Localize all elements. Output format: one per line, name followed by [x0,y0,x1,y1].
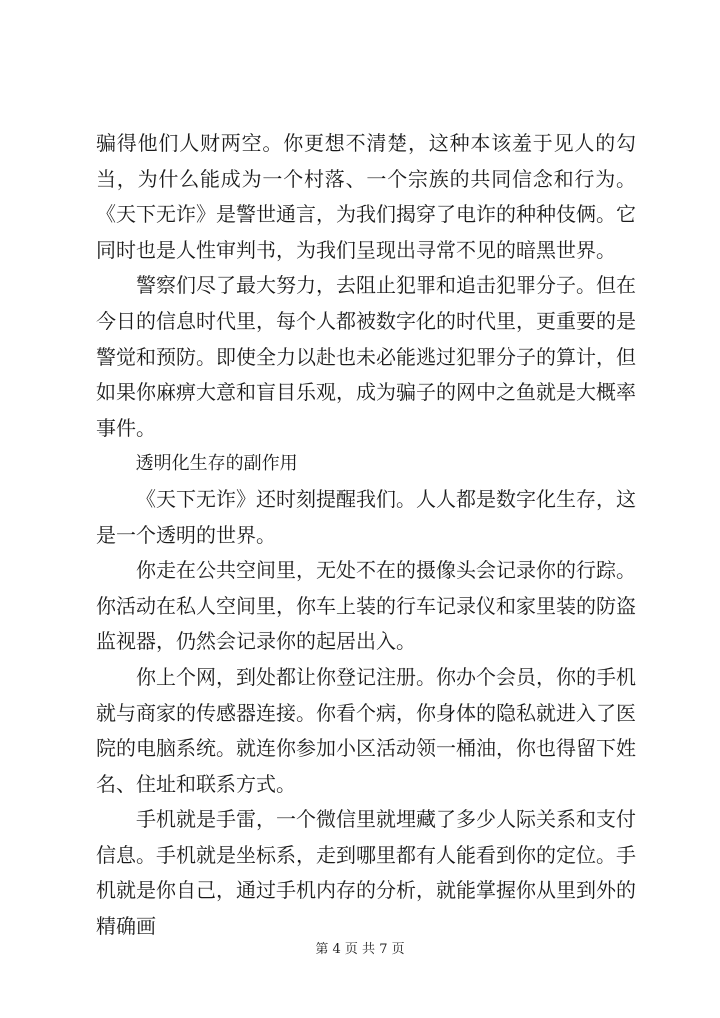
paragraph-continuation: 骗得他们人财两空。你更想不清楚，这种本该羞于见人的勾当，为什么能成为一个村落、一个宗族的共同信念和行为。《天下无诈》是警世通言，为我们揭穿了电诈的种种伎俩。它同时也是人性审判书，为我们呈现出寻常不见的暗黑世界。 [96,131,636,262]
paragraph-transparent-world: 《天下无诈》还时刻提醒我们。人人都是数字化生存，这是一个透明的世界。 [96,486,636,547]
document-body [96,126,636,945]
paragraph-phone: 手机就是手雷，一个微信里就埋藏了多少人际关系和支付信息。手机就是坐标系，走到哪里都有人能看到你的定位。手机就是你自己，通过手机内存的分析，就能掌握你从里到外的精确画 [96,807,636,939]
paragraph-registration: 你上个网，到处都让你登记注册。你办个会员，你的手机就与商家的传感器连接。你看个病，你身体的隐私就进入了医院的电脑系统。就连你参加小区活动领一桶油，你也得留下姓名、住址和联系方式。 [96,664,636,796]
section-heading: 透明化生存的副作用 [135,453,298,475]
paragraph-police-effort: 警察们尽了最大努力，去阻止犯罪和追击犯罪分子。但在今日的信息时代里，每个人都被数字化的时代里，更重要的是警觉和预防。即使全力以赴也未必能逃过犯罪分子的算计，但如果你麻痹大意和盲目乐观，成为骗子的网中之鱼就是大概率事件。 [96,273,636,440]
page-number-footer: 第 4 页 共 7 页 [315,942,405,957]
paragraph-public-space: 你走在公共空间里，无处不在的摄像头会记录你的行踪。你活动在私人空间里，你车上装的行车记录仪和家里装的防盗监视器，仍然会记录你的起居出入。 [96,558,636,654]
